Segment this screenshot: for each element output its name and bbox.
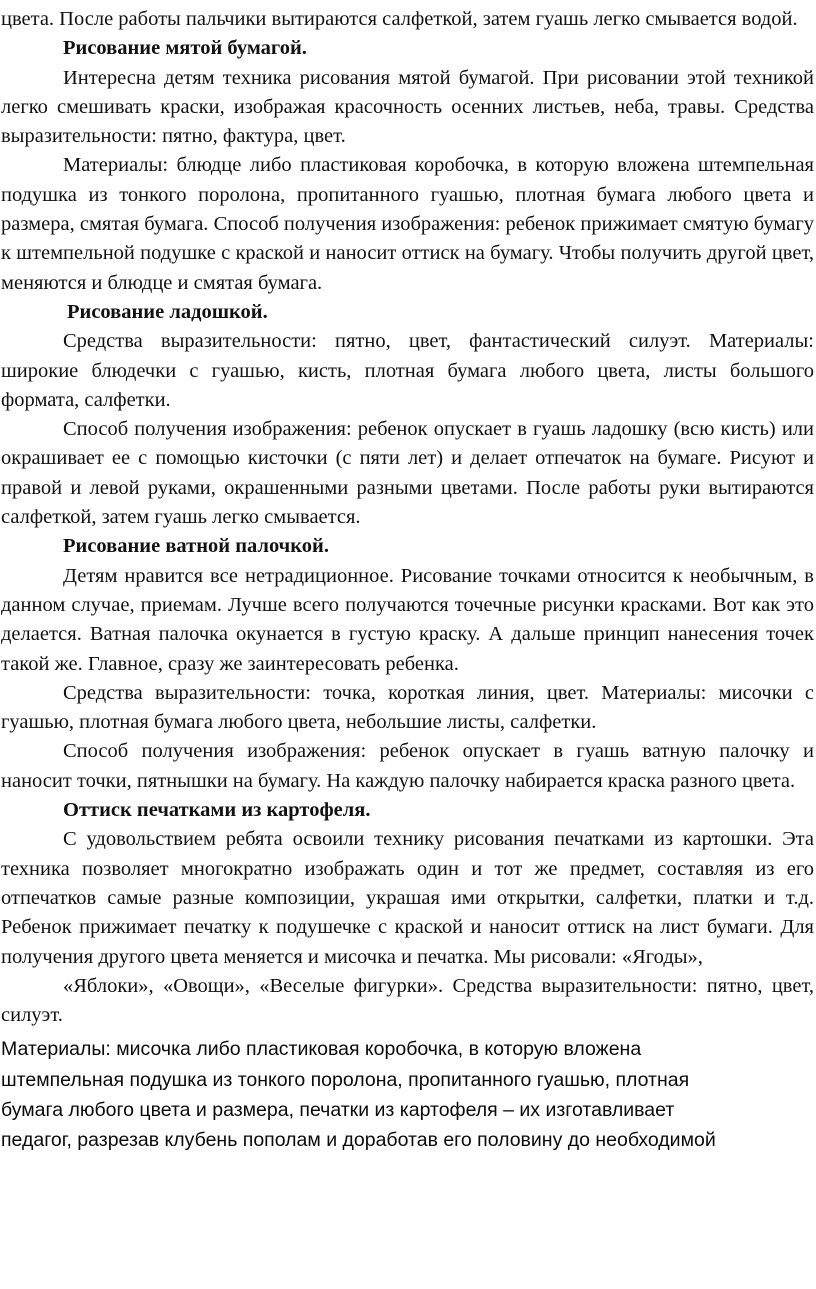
paragraph: «Яблоки», «Овощи», «Веселые фигурки». Средства выразительности: пятно, цвет, силуэт. bbox=[1, 974, 814, 1027]
paragraph-continuation: цвета. После работы пальчики вытираются салфеткой, затем гуашь легко смывается водой. bbox=[1, 8, 798, 30]
paragraph: Детям нравится все нетрадиционное. Рисование точками относится к необычным, в данном случае, приемам. Лучше всего получаются точечные рисунки красками. Вот как это делается. Ватная палочка окунается в густую краску. А дальше принцип нанесения точек такой же. Главное, сразу же заинтересовать ребенка. bbox=[1, 564, 814, 675]
paragraph: С удовольствием ребята освоили технику рисования печатками из картошки. Эта техника позволяет многократно изображать один и тот же предмет, составляя из его отпечатков самые разные композиции, украшая ими открытки, салфетки, платки и т.д. Ребенок прижимает печатку к подушечке с краской и наносит оттиск на лист бумаги. Для получения другого цвета меняется и мисочка и печатка. Мы рисовали: «Ягоды», bbox=[1, 828, 814, 968]
heading-potato-stamps: Оттиск печатками из картофеля. bbox=[63, 799, 371, 822]
text-line: штемпельная подушка из тонкого поролона, пропитанного гуашью, плотная bbox=[1, 1068, 690, 1091]
heading-crumpled-paper: Рисование мятой бумагой. bbox=[63, 37, 307, 60]
text-line: педагог, разрезав клубень пополам и доработав его половину до необходимой bbox=[1, 1129, 716, 1151]
paragraph: Способ получения изображения: ребенок опускает в гуашь ладошку (всю кисть) или окрашивает ее с помощью кисточки (с пяти лет) и делает отпечаток на бумаге. Рисуют и правой и левой руками, окрашенными разными цветами. После работы руки вытираются салфеткой, затем гуашь легко смывается. bbox=[1, 418, 814, 529]
paragraph: Интересна детям техника рисования мятой бумагой. При рисовании этой техникой легко смешивать краски, изображая красочность осенних листьев, неба, травы. Средства выразительности: пятно, фактура, цвет. bbox=[1, 66, 814, 148]
materials-block bbox=[1, 1034, 814, 1155]
paragraph: Средства выразительности: пятно, цвет, фантастический силуэт. Материалы: широкие блюдечки с гуашью, кисть, плотная бумага любого цвета, листы большого формата, салфетки. bbox=[1, 330, 814, 411]
paragraph: Средства выразительности: точка, короткая линия, цвет. Материалы: мисочки с гуашью, плотная бумага любого цвета, небольшие листы, салфетки. bbox=[1, 681, 814, 734]
paragraph: Способ получения изображения: ребенок опускает в гуашь ватную палочку и наносит точки, пятнышки на бумагу. На каждую палочку набирается краска разного цвета. bbox=[1, 740, 814, 792]
heading-palm-painting: Рисование ладошкой. bbox=[67, 300, 268, 323]
heading-cotton-swab: Рисование ватной палочкой. bbox=[63, 535, 329, 558]
paragraph: Материалы: блюдце либо пластиковая коробочка, в которую вложена штемпельная подушка из тонкого поролона, пропитанного гуашью, плотная бумага любого цвета и размера, смятая бумага. Способ получения изображения: ребенок прижимает смятую бумагу к штемпельной подушке с краской и наносит оттиск на бумагу. Чтобы получить другой цвет, меняются и блюдце и смятая бумага. bbox=[1, 154, 814, 294]
text-line: Материалы: мисочка либо пластиковая коробочка, в которую вложена bbox=[1, 1038, 642, 1061]
text-line: бумага любого цвета и размера, печатки из картофеля – их изготавливает bbox=[1, 1098, 675, 1121]
